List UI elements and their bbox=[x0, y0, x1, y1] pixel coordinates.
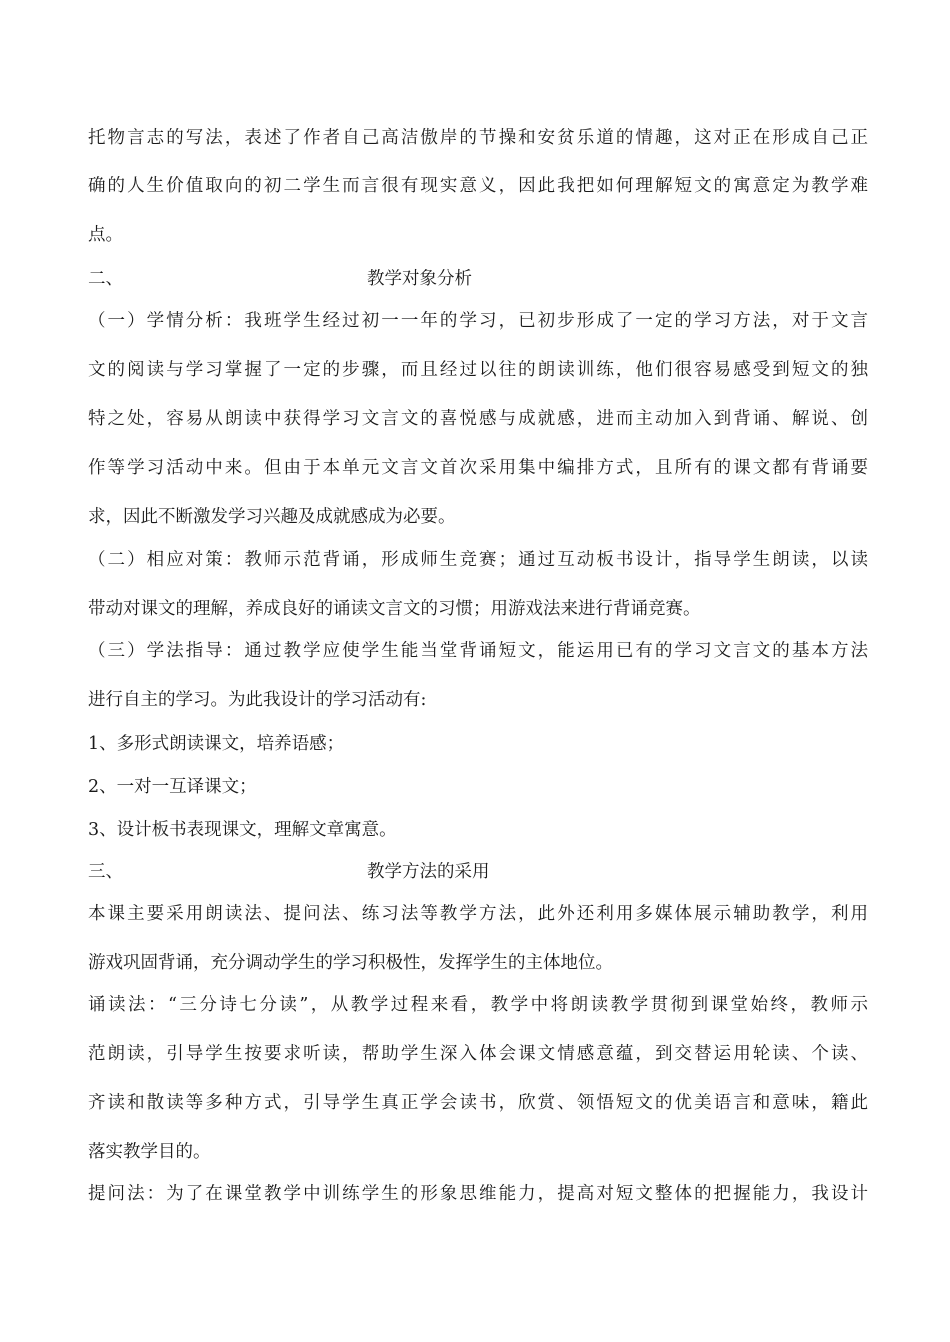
section-heading-2 bbox=[88, 268, 868, 290]
paragraph-line: 进行自主的学习。为此我设计的学习活动有: bbox=[88, 690, 427, 710]
section-number: 三、 bbox=[88, 862, 123, 882]
paragraph-line: （一）学情分析：我班学生经过初一一年的学习，已初步形成了一定的学习方法，对于文言 bbox=[88, 311, 868, 331]
paragraph-line: 求，因此不断激发学习兴趣及成就感成为必要。 bbox=[88, 507, 456, 527]
paragraph-line: 本课主要采用朗读法、提问法、练习法等教学方法，此外还利用多媒体展示辅助教学，利用 bbox=[88, 904, 868, 924]
paragraph-line: 带动对课文的理解，养成良好的诵读文言文的习惯；用游戏法来进行背诵竞赛。 bbox=[88, 599, 701, 619]
paragraph-line: 作等学习活动中来。但由于本单元文言文首次采用集中编排方式，且所有的课文都有背诵要 bbox=[88, 458, 868, 478]
paragraph-line: 点。 bbox=[88, 225, 123, 245]
paragraph-line: 落实教学目的。 bbox=[88, 1142, 211, 1162]
section-title: 教学方法的采用 bbox=[367, 862, 490, 882]
paragraph-line: 范朗读，引导学生按要求听读，帮助学生深入体会课文情感意蕴，到交替运用轮读、个读、 bbox=[88, 1044, 868, 1064]
paragraph-line: （三）学法指导：通过教学应使学生能当堂背诵短文，能运用已有的学习文言文的基本方法 bbox=[88, 641, 868, 661]
paragraph-line: 提问法：为了在课堂教学中训练学生的形象思维能力，提高对短文整体的把握能力，我设计 bbox=[88, 1184, 868, 1204]
list-item: 2、一对一互译课文； bbox=[88, 777, 257, 797]
section-title: 教学对象分析 bbox=[367, 269, 472, 289]
paragraph-line: 齐读和散读等多种方式，引导学生真正学会读书，欣赏、领悟短文的优美语言和意味，籍此 bbox=[88, 1093, 868, 1113]
paragraph-line: 游戏巩固背诵，充分调动学生的学习积极性，发挥学生的主体地位。 bbox=[88, 953, 613, 973]
paragraph-line: （二）相应对策：教师示范背诵，形成师生竞赛；通过互动板书设计，指导学生朗读，以读 bbox=[88, 550, 868, 570]
paragraph-line: 特之处，容易从朗读中获得学习文言文的喜悦感与成就感，进而主动加入到背诵、解说、创 bbox=[88, 409, 868, 429]
section-heading-3 bbox=[88, 861, 868, 883]
list-item: 1、多形式朗读课文，培养语感； bbox=[88, 734, 345, 754]
paragraph-line: 诵读法：“三分诗七分读”，从教学过程来看，教学中将朗读教学贯彻到课堂始终，教师示 bbox=[88, 995, 868, 1015]
paragraph-line: 托物言志的写法，表述了作者自己高洁傲岸的节操和安贫乐道的情趣，这对正在形成自己正 bbox=[88, 128, 868, 148]
paragraph-line: 确的人生价值取向的初二学生而言很有现实意义，因此我把如何理解短文的寓意定为教学难 bbox=[88, 176, 868, 196]
section-number: 二、 bbox=[88, 269, 123, 289]
paragraph-line: 文的阅读与学习掌握了一定的步骤，而且经过以往的朗读训练，他们很容易感受到短文的独 bbox=[88, 360, 868, 380]
list-item: 3、设计板书表现课文，理解文章寓意。 bbox=[88, 820, 397, 840]
